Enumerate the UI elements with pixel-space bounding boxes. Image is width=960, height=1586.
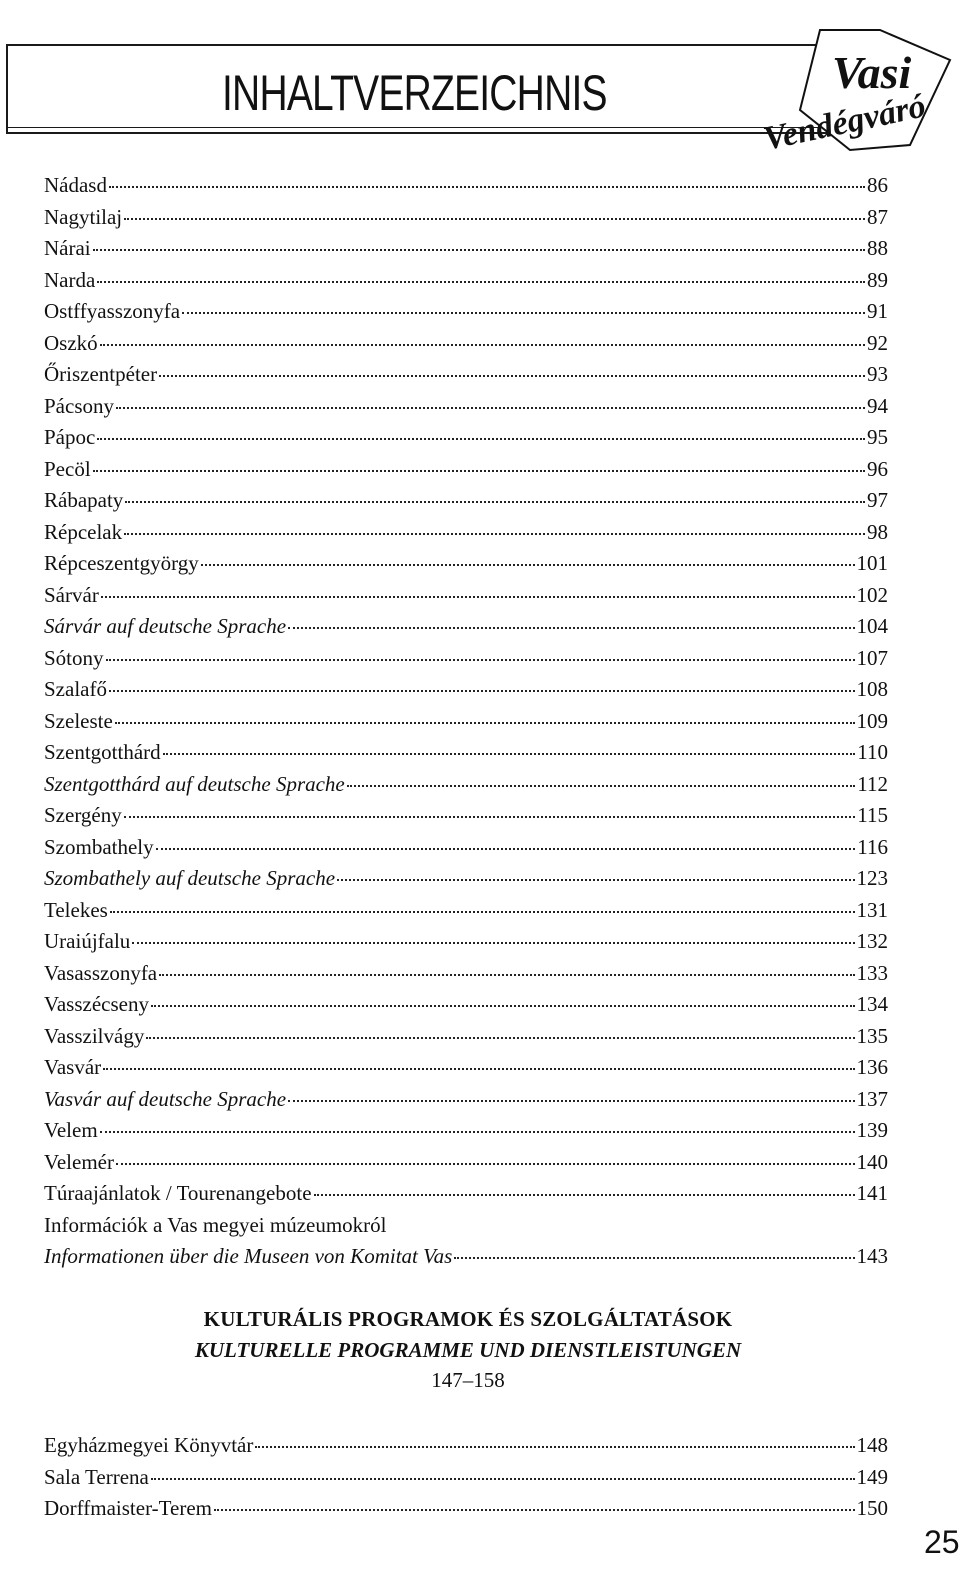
logo-line1: Vasi <box>832 47 912 98</box>
table-of-contents <box>44 170 888 1273</box>
toc-entry-page: 139 <box>856 1118 888 1142</box>
toc-entry-page: 149 <box>856 1464 888 1489</box>
dot-leader <box>347 765 856 787</box>
dot-leader <box>201 544 855 566</box>
dot-leader <box>109 166 865 188</box>
dot-leader <box>116 1143 855 1165</box>
dot-leader <box>159 954 854 976</box>
toc-entry-label: Sala Terrena <box>44 1464 149 1489</box>
toc-entry-page: 131 <box>856 897 888 922</box>
toc-entry-label: Nárai <box>44 236 91 260</box>
toc-entry-label: Uraiújfalu <box>44 929 131 953</box>
toc-entry-label: Narda <box>44 267 96 292</box>
toc-entry-label: Túraajánlatok / Tourenangebote <box>44 1181 312 1205</box>
dot-leader <box>124 513 865 535</box>
section-subtitle: KULTURELLE PROGRAMME UND DIENSTLEISTUNGEN <box>194 1338 742 1362</box>
toc-entry-label: Egyházmegyei Könyvtár <box>44 1433 254 1457</box>
dot-leader <box>314 1174 855 1196</box>
toc-entry-page: 95 <box>867 425 888 449</box>
vasi-vendegvaro-logo <box>760 20 956 160</box>
dot-leader <box>132 922 854 944</box>
toc-entry-label: Pácsony <box>44 393 114 418</box>
dot-leader <box>159 355 865 377</box>
toc-entry-label: Sótony <box>44 645 104 670</box>
toc-entry-label: Szeleste <box>44 708 113 733</box>
dot-leader <box>125 481 865 503</box>
toc-entry-label: Velem <box>44 1118 98 1142</box>
dot-leader <box>146 1017 854 1039</box>
toc-entry-label: Sárvár <box>44 582 99 607</box>
section-title: KULTURÁLIS PROGRAMOK ÉS SZOLGÁLTATÁSOK <box>203 1307 733 1331</box>
toc-entry-page: 110 <box>857 740 888 764</box>
dot-leader <box>151 985 855 1007</box>
toc-entry-page: 86 <box>867 173 888 197</box>
dot-leader <box>97 418 865 440</box>
dot-leader <box>93 450 865 472</box>
toc-entry-page: 91 <box>867 299 888 323</box>
toc-entry-page: 87 <box>867 204 888 229</box>
toc-entry-label: Oszkó <box>44 330 98 355</box>
toc-entry-page: 92 <box>867 330 888 355</box>
toc-entry-page: 141 <box>856 1181 888 1205</box>
toc-entry-label: Ostffyasszonyfa <box>44 299 181 323</box>
toc-entry-label: Vasszécseny <box>44 992 149 1016</box>
toc-entry-page: 135 <box>856 1023 888 1048</box>
dot-leader <box>106 639 855 661</box>
toc-entry-label: Szentgotthárd auf deutsche Sprache <box>44 771 345 796</box>
toc-entry-label: Szombathely auf deutsche Sprache <box>44 866 336 890</box>
toc-entry-label: Vasvár <box>44 1055 102 1079</box>
toc-entry-label: Szergény <box>44 803 122 827</box>
page-title: INHALTVERZEICHNIS <box>222 65 607 121</box>
dot-leader <box>110 891 855 913</box>
dot-leader <box>163 733 856 755</box>
toc-entry-line <box>44 1241 888 1273</box>
toc-entry-museums <box>44 1210 888 1273</box>
toc-entry-label: Pápoc <box>44 425 96 449</box>
dot-leader <box>255 1426 854 1448</box>
dot-leader <box>109 670 855 692</box>
toc-entry-label: Nagytilaj <box>44 204 123 229</box>
toc-entry-label: Velemér <box>44 1149 114 1174</box>
toc-entry-label: Telekes <box>44 897 108 922</box>
toc-entry-label: Vasvár auf deutsche Sprache <box>44 1086 287 1111</box>
toc-entry <box>44 1178 888 1210</box>
toc-entry-page: 143 <box>856 1244 888 1268</box>
dot-leader <box>100 324 865 346</box>
dot-leader <box>288 1080 854 1102</box>
toc-entry-label: Szombathely <box>44 834 154 859</box>
toc-entry-label: Répceszentgyörgy <box>44 551 199 575</box>
toc-entry-label: Sárvár auf deutsche Sprache <box>44 614 287 638</box>
toc-entry-label: Pecöl <box>44 456 91 481</box>
dot-leader <box>182 292 865 314</box>
dot-leader <box>103 1048 854 1070</box>
dot-leader <box>115 702 855 724</box>
toc-entry-page: 150 <box>856 1496 888 1520</box>
toc-entry <box>44 1493 888 1525</box>
toc-entry-page: 94 <box>867 393 888 418</box>
dot-leader <box>100 1111 855 1133</box>
dot-leader <box>93 229 865 251</box>
toc-entry-page: 88 <box>867 236 888 260</box>
toc-entry-page: 116 <box>857 834 888 859</box>
toc-entry-page: 136 <box>856 1055 888 1079</box>
toc-entry-page: 123 <box>856 866 888 890</box>
toc-entry-page: 132 <box>856 929 888 953</box>
toc-entry-label: Nádasd <box>44 173 107 197</box>
toc-entry-label: Rábapaty <box>44 488 124 512</box>
toc-entry-label: Répcelak <box>44 519 123 544</box>
section-page-range: 147–158 <box>431 1368 505 1392</box>
toc-entry-page: 97 <box>867 488 888 512</box>
dot-leader <box>288 607 854 629</box>
dot-leader <box>101 576 855 598</box>
toc-entry-label: Őriszentpéter <box>44 362 158 386</box>
dot-leader <box>124 796 856 818</box>
toc-entry-page: 108 <box>856 677 888 701</box>
toc-entry-page: 133 <box>856 960 888 985</box>
toc-entry-page: 134 <box>856 992 888 1016</box>
dot-leader <box>116 387 865 409</box>
dot-leader <box>337 859 854 881</box>
toc-entry-label: Vasasszonyfa <box>44 960 158 985</box>
toc-entry-label: Dorffmaister-Terem <box>44 1496 212 1520</box>
toc-entry-page: 115 <box>857 803 888 827</box>
toc-entry-page: 107 <box>856 645 888 670</box>
dot-leader <box>124 198 865 220</box>
page-number: 25 <box>924 1524 960 1560</box>
toc-entry-page: 137 <box>856 1086 888 1111</box>
toc-entry-page: 140 <box>856 1149 888 1174</box>
dot-leader <box>454 1237 854 1259</box>
toc-entry-label: Szalafő <box>44 677 107 701</box>
toc-entry-page: 101 <box>856 551 888 575</box>
toc-entry-page: 148 <box>856 1433 888 1457</box>
dot-leader <box>97 261 865 283</box>
dot-leader <box>214 1489 855 1511</box>
logo-line2: Vendégváró <box>760 87 929 158</box>
toc-entry-label: Információk a Vas megyei múzeumokról <box>44 1212 387 1237</box>
toc-entry-label: Informationen über die Museen von Komitat Vas <box>44 1244 453 1268</box>
toc-entry-label: Vasszilvágy <box>44 1023 145 1048</box>
toc-entry-page: 102 <box>856 582 888 607</box>
toc-entry-page: 112 <box>857 771 888 796</box>
toc-entry-page: 89 <box>867 267 888 292</box>
toc-entry-page: 98 <box>867 519 888 544</box>
dot-leader <box>151 1458 855 1480</box>
toc-entry-page: 109 <box>856 708 888 733</box>
dot-leader <box>156 828 856 850</box>
toc-entry-page: 93 <box>867 362 888 386</box>
toc-entry-page: 96 <box>867 456 888 481</box>
table-of-contents-cultural <box>44 1430 888 1525</box>
toc-entry-page: 104 <box>856 614 888 638</box>
toc-entry-label: Szentgotthárd <box>44 740 161 764</box>
